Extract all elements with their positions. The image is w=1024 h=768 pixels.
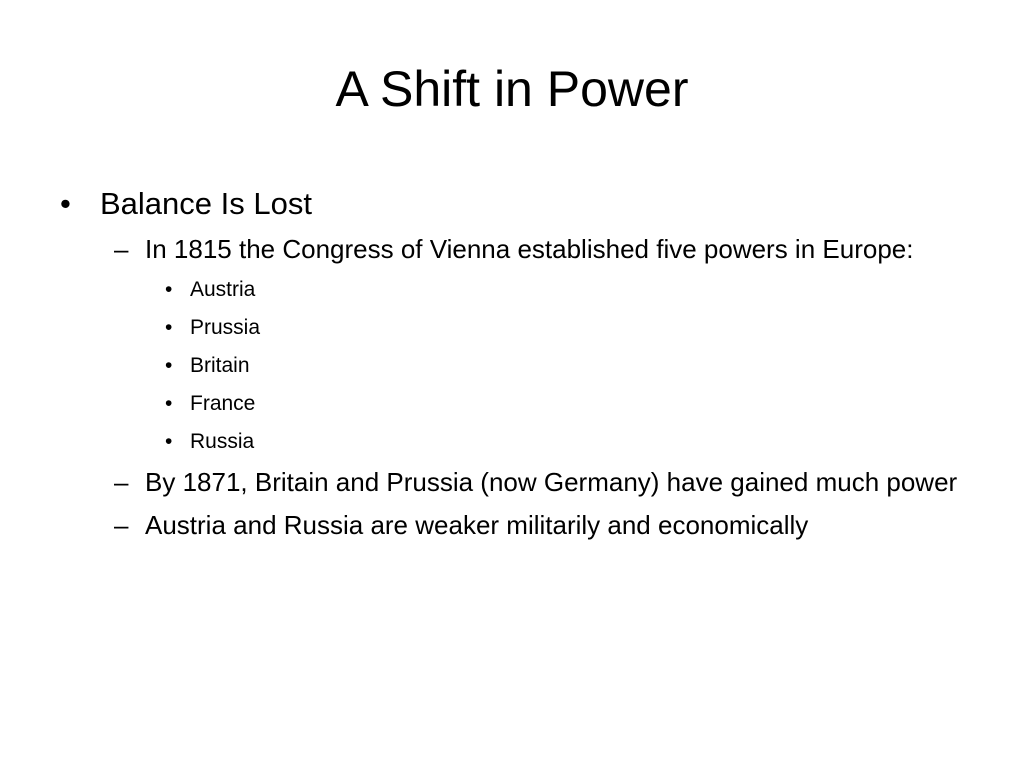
slide-title: A Shift in Power [335,61,689,117]
power-name: France [190,392,256,415]
power-name: Britain [190,354,250,377]
sub-bullet-text: In 1815 the Congress of Vienna established five powers in Europe: [145,234,914,264]
dash-icon: – [114,234,129,264]
bullet-text: Balance Is Lost [100,186,312,221]
bullet-icon: • [165,430,173,453]
bullet-icon: • [60,186,71,221]
bullet-icon: • [165,392,173,415]
dash-icon: – [114,510,129,540]
power-name: Russia [190,430,255,453]
power-list [60,276,960,456]
bullet-icon: • [165,278,173,301]
slide-body [60,185,960,546]
sub-bullet-text: Austria and Russia are weaker militarily and economically [145,510,809,540]
power-name: Prussia [190,316,261,339]
power-list-item [60,428,960,456]
bullet-icon: • [165,354,173,377]
power-name: Austria [190,278,256,301]
bullet-item [60,185,960,223]
sub-bullet-item [60,466,960,499]
sub-bullet-item [60,233,960,266]
power-list-item [60,352,960,380]
dash-icon: – [114,467,129,497]
power-list-item [60,390,960,418]
power-list-item [60,314,960,342]
bullet-icon: • [165,316,173,339]
power-list-item [60,276,960,304]
sub-bullet-item [60,509,960,542]
sub-bullet-text: By 1871, Britain and Prussia (now Germany) have gained much power [145,467,958,497]
